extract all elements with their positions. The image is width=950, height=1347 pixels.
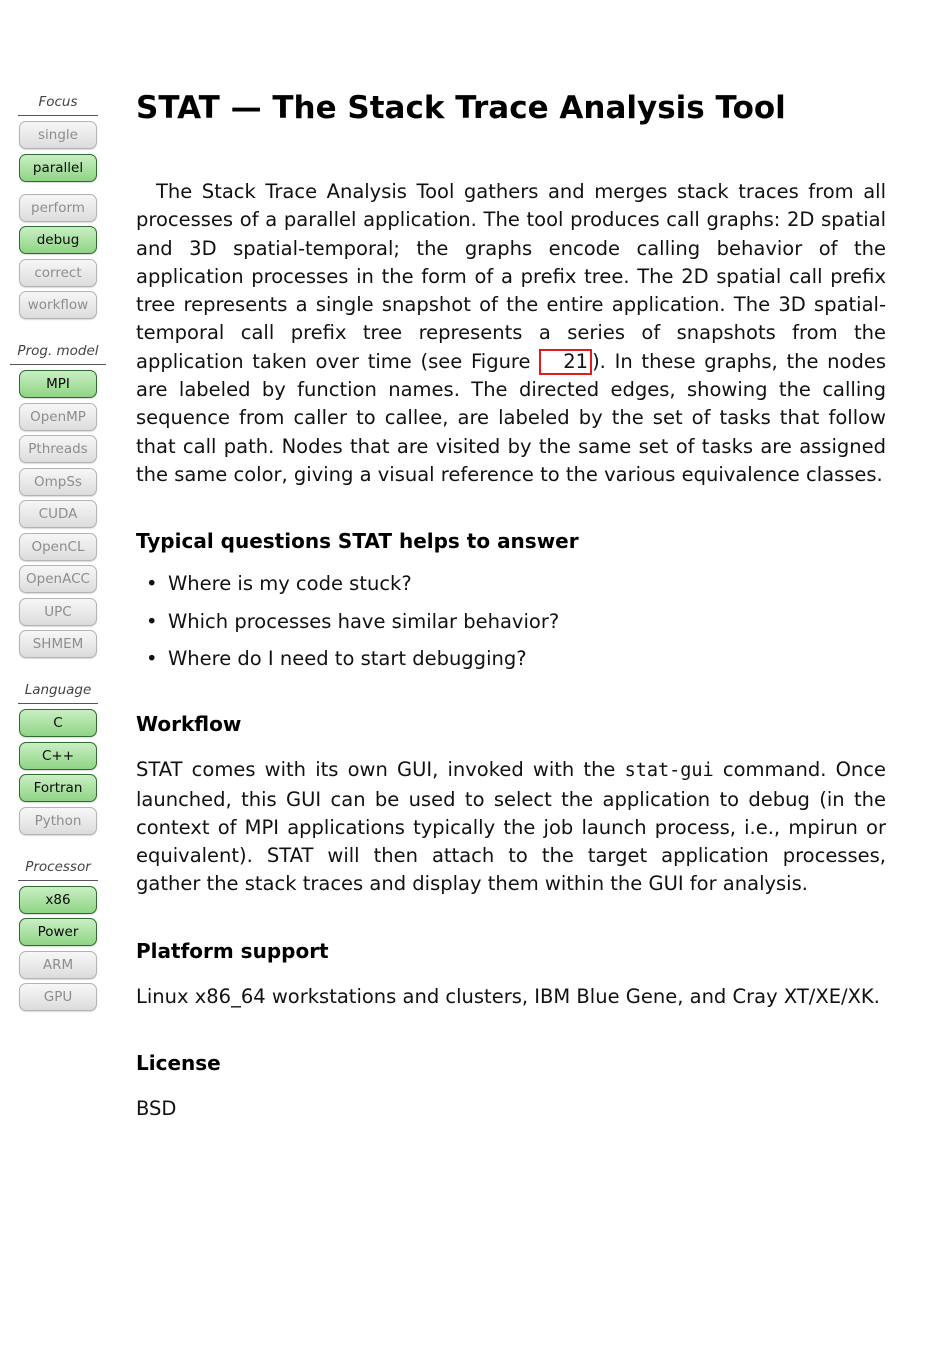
tag-arm[interactable]: ARM: [19, 951, 97, 979]
tag-mpi[interactable]: MPI: [19, 370, 97, 398]
tag-sidebar: [10, 94, 106, 1025]
tag-ompss[interactable]: OmpSs: [19, 468, 97, 496]
tag-gpu[interactable]: GPU: [19, 983, 97, 1011]
questions-heading: Typical questions STAT helps to answer: [136, 529, 579, 554]
license-text: BSD: [136, 1097, 177, 1121]
main-content: [136, 86, 886, 1123]
tag-upc[interactable]: UPC: [19, 598, 97, 626]
tag-shmem[interactable]: SHMEM: [19, 630, 97, 658]
tag-workflow[interactable]: workflow: [19, 291, 97, 319]
tag-correct[interactable]: correct: [19, 259, 97, 287]
workflow-text-start: STAT comes with its own GUI, invoked with the: [136, 758, 625, 782]
intro-text-start: The Stack Trace Analysis Tool gathers and merges stack traces from all processes of a parallel application. The tool produces call graphs: 2D spatial and 3D spatial-temporal; the graphs encode calling behavior of the application processes in the form of a prefix tree. The 2D spatial call prefix tree represents a single snapshot of the entire application. The 3D spatial-temporal call prefix tree represents a series of snapshots from the application taken over time (see Figure: [136, 180, 886, 373]
workflow-text-end: command. Once launched, this GUI can be used to select the application to debug (in the context of MPI applications typically the job launch process, i.e., mpirun or equivalent). STAT will then attach to the target application processes, gather the stack traces and display them within the GUI for analysis.: [136, 758, 886, 896]
list-item: • Which processes have similar behavior?: [168, 609, 886, 635]
platform-heading: Platform support: [136, 938, 329, 963]
tag-x86[interactable]: x86: [19, 886, 97, 914]
tag-perform[interactable]: perform: [19, 194, 97, 222]
tag-parallel[interactable]: parallel: [19, 154, 97, 182]
tag-python[interactable]: Python: [19, 807, 97, 835]
questions-list: [136, 571, 886, 672]
prog-model-group-title: Prog. model: [10, 343, 106, 365]
tag-pthreads[interactable]: Pthreads: [19, 435, 97, 463]
stat-gui-command: stat-gui: [624, 760, 714, 782]
tag-fortran[interactable]: Fortran: [19, 774, 97, 802]
license-heading: License: [136, 1051, 221, 1076]
tag-c[interactable]: C: [19, 709, 97, 737]
page-title: STAT — The Stack Trace Analysis Tool: [136, 90, 786, 126]
prog-model-group: [10, 343, 106, 658]
tag-power[interactable]: Power: [19, 918, 97, 946]
focus-group: [10, 94, 106, 319]
list-item: • Where do I need to start debugging?: [168, 646, 886, 672]
tag-debug[interactable]: debug: [19, 226, 97, 254]
tag-openacc[interactable]: OpenACC: [19, 565, 97, 593]
language-group: [10, 682, 106, 835]
tag-cuda[interactable]: CUDA: [19, 500, 97, 528]
platform-text: Linux x86_64 workstations and clusters, IBM Blue Gene, and Cray XT/XE/XK.: [136, 984, 880, 1008]
figure-reference-link[interactable]: 21: [539, 349, 592, 375]
tag-opencl[interactable]: OpenCL: [19, 533, 97, 561]
processor-group-title: Processor: [18, 859, 98, 881]
workflow-heading: Workflow: [136, 712, 242, 737]
workflow-paragraph: [136, 756, 886, 898]
tag-openmp[interactable]: OpenMP: [19, 403, 97, 431]
list-item: • Where is my code stuck?: [168, 571, 886, 597]
focus-group-title: Focus: [18, 94, 98, 116]
tag-cpp[interactable]: C++: [19, 742, 97, 770]
intro-text-end: ). In these graphs, the nodes are labeled by function names. The directed edges, showing the calling sequence from caller to callee, are labeled by the set of tasks that follow that call path. Nodes that are visited by the same set of tasks are assigned the same color, giving a visual reference to the various equivalence classes.: [136, 349, 886, 486]
language-group-title: Language: [18, 682, 98, 704]
intro-paragraph: [136, 178, 886, 489]
processor-group: [10, 859, 106, 1012]
tag-single[interactable]: single: [19, 121, 97, 149]
